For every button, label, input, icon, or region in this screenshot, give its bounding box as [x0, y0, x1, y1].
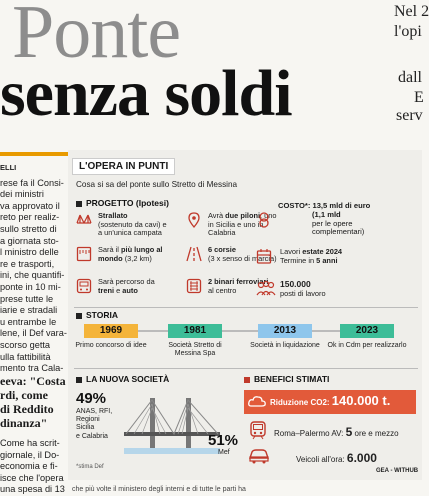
- section-storia: [76, 310, 118, 320]
- tempo-value: 5: [345, 425, 353, 439]
- article-line: economia e fi-: [0, 461, 58, 472]
- section-marker-icon: [76, 313, 82, 319]
- section-storia-label: STORIA: [86, 310, 118, 320]
- progetto-item-text: (3 x senso di marcia): [208, 253, 277, 263]
- progetto-item-text: (3,2 km): [122, 253, 152, 263]
- progetto-item-text: (sostenuto da cavi) e a un'unica campata: [98, 219, 167, 238]
- progetto-item-bold: più lungo al mondo: [98, 245, 163, 263]
- train-icon: [248, 420, 268, 445]
- timeline-year: 2023: [340, 324, 394, 338]
- lavori-block: [280, 248, 342, 265]
- article-byline: ELLI: [0, 163, 17, 172]
- timeline-caption: Primo concorso di idee: [75, 342, 147, 349]
- timeline-year: 2013: [258, 324, 312, 338]
- section-marker-icon: [76, 201, 82, 207]
- costo-block: [278, 202, 418, 237]
- costo-label: COSTO*:: [278, 201, 311, 210]
- workers-icon: [256, 280, 276, 301]
- section-benefici: [244, 374, 329, 384]
- termine-pre: Termine in: [280, 255, 317, 265]
- article-line: ponte in 10 mi-: [0, 281, 61, 292]
- progetto-item-bold2: auto: [122, 285, 138, 295]
- progetto-item-pre: Avrà: [208, 211, 226, 220]
- left-article-column: [0, 152, 68, 375]
- article-line: mento tra Cala-: [0, 363, 64, 374]
- costo-value: 13,5 mld di euro: [312, 201, 371, 210]
- co2-text: [270, 393, 390, 408]
- divider: [74, 368, 418, 369]
- article-line: prese tutte le: [0, 293, 54, 304]
- progetto-item-mid: e: [114, 285, 123, 295]
- pull-quote: [0, 374, 68, 430]
- right-text-line2: l'opi: [394, 23, 422, 40]
- timeline-caption: Società in liquidazione: [250, 342, 320, 349]
- tempo-label: Roma–Palermo AV:: [274, 429, 346, 438]
- termine-value: 5 anni: [316, 255, 338, 265]
- bridge-icon: [76, 212, 92, 233]
- progetto-item-text: al centro: [208, 285, 237, 295]
- article-line: u entrambe le: [0, 316, 57, 327]
- tempo-unit: ore e mezzo: [352, 429, 399, 438]
- progetto-item-bold: due piloni: [225, 211, 261, 220]
- rail-icon: [186, 278, 202, 299]
- timeline-year: 1981: [168, 324, 222, 338]
- societa-left-pct: 49%: [76, 390, 107, 407]
- road-icon: [186, 246, 202, 267]
- societa-left-line: e Calabria: [76, 432, 108, 440]
- societa-left-line: Regioni: [76, 416, 100, 424]
- progetto-item-bold: treni: [98, 285, 115, 295]
- article-line: reto per realiz-: [0, 212, 60, 223]
- headline-line2: senza soldi: [0, 57, 292, 130]
- article-body: [0, 178, 68, 375]
- credit: GEA - WITHUB: [376, 468, 419, 474]
- article-body-continued: [0, 438, 68, 496]
- section-societa-label: LA NUOVA SOCIETÀ: [86, 374, 170, 384]
- quote-line: dinanza": [0, 416, 48, 430]
- section-benefici-label: BENEFICI STIMATI: [254, 374, 330, 384]
- societa-right-text: Mef: [218, 449, 230, 456]
- article-line: re e trasporti,: [0, 258, 55, 269]
- section-progetto-label: PROGETTO (Ipotesi): [86, 198, 169, 208]
- bridge-illustration-icon: [124, 390, 224, 465]
- progetto-item-bold: 6 corsie: [208, 245, 236, 254]
- article-line: ulla fattibilità: [0, 351, 51, 362]
- co2-label: Riduzione CO2:: [270, 398, 332, 407]
- right-text-line4: E: [414, 89, 424, 106]
- article-line: a giornata sto-: [0, 235, 59, 246]
- progetto-item-bold: 2 binari ferroviari: [208, 277, 269, 286]
- right-text-line1: Nel 2: [394, 3, 429, 20]
- article-bottom-text: che più volte il ministero degli interni e di tutte le parti ha: [72, 486, 246, 493]
- societa-left-line: Sicilia: [76, 424, 95, 432]
- headline-line1: Ponte: [12, 0, 181, 74]
- progetto-item: [98, 246, 168, 263]
- progetto-item-pre: Sarà percorso da: [98, 277, 155, 286]
- article-line: una spesa di 13: [0, 484, 65, 495]
- article-line: giornale, il Do-: [0, 449, 60, 460]
- co2-cloud-icon: [248, 394, 266, 415]
- posti-value: 150.000: [280, 279, 311, 289]
- car-icon: [248, 446, 270, 469]
- costo-sub-text: per le opere complementari): [312, 218, 365, 237]
- timeline-caption: Società Stretto di Messina Spa: [168, 342, 222, 358]
- progetto-item-pre: Sarà il: [98, 245, 122, 254]
- costo-sub-value: (1,1 mld: [312, 209, 341, 219]
- article-line: iarie e stradali: [0, 305, 58, 316]
- article-line: sullo stretto di: [0, 223, 57, 234]
- veicoli-value: 6.000: [346, 451, 377, 465]
- timeline-year: 1969: [84, 324, 138, 338]
- progetto-item-bold: Strallato: [98, 211, 128, 220]
- accent-rule: [0, 152, 68, 156]
- progetto-item-text: , uno in Sicilia e uno in Calabria: [208, 211, 277, 238]
- posti-block: [280, 280, 326, 298]
- train-car-icon: [76, 278, 92, 299]
- veicoli-label: Veicoli all'ora:: [296, 455, 347, 464]
- posti-text: posti di lavoro: [280, 288, 326, 298]
- societa-right-pct: 51%: [208, 432, 239, 449]
- article-line: rese fa il Consi-: [0, 177, 64, 188]
- article-line: l ministro delle: [0, 247, 59, 258]
- article-line: dei ministri: [0, 189, 44, 200]
- coins-icon: [256, 212, 272, 228]
- article-line: ini, che quantifi-: [0, 270, 65, 281]
- pin-icon: [186, 212, 202, 233]
- right-text-line5: serv: [396, 107, 423, 124]
- right-text-line3: dall: [398, 69, 422, 86]
- infographic-title: L'OPERA IN PUNTI: [72, 158, 175, 175]
- quote-line: eeva: "Costa: [0, 374, 66, 388]
- section-marker-icon: [76, 377, 82, 383]
- divider: [74, 307, 418, 308]
- societa-left-line: ANAS, RFI,: [76, 408, 113, 415]
- section-societa: [76, 374, 169, 384]
- lavori-date: estate 2024: [302, 247, 343, 256]
- progetto-item: [98, 278, 168, 295]
- article-line: va approvato il: [0, 200, 60, 211]
- infographic-subtitle: Cosa si sa del ponte sullo Stretto di Messina: [76, 180, 238, 189]
- lavori-pre: Lavori: [280, 247, 303, 256]
- calendar-icon: [256, 248, 272, 269]
- societa-left-text: [76, 408, 112, 441]
- section-progetto: [76, 198, 169, 208]
- tempo-text: [274, 425, 399, 439]
- article-line: Come ha scrit-: [0, 438, 60, 448]
- ruler-icon: [76, 246, 92, 267]
- article-line: scorso getta: [0, 339, 51, 350]
- quote-line: di Reddito: [0, 402, 54, 416]
- quote-line: rdi, come: [0, 388, 48, 402]
- progetto-item: [98, 212, 168, 238]
- timeline-caption: Ok in Cdm per realizzarlo: [327, 342, 407, 349]
- article-line: lene, il Def vara-: [0, 328, 67, 339]
- veicoli-text: [296, 451, 377, 465]
- societa-note: *stima Def: [76, 464, 104, 470]
- article-line: isce che l'opera: [0, 472, 64, 483]
- co2-value: 140.000 t.: [331, 393, 391, 408]
- section-marker-icon: [244, 377, 250, 383]
